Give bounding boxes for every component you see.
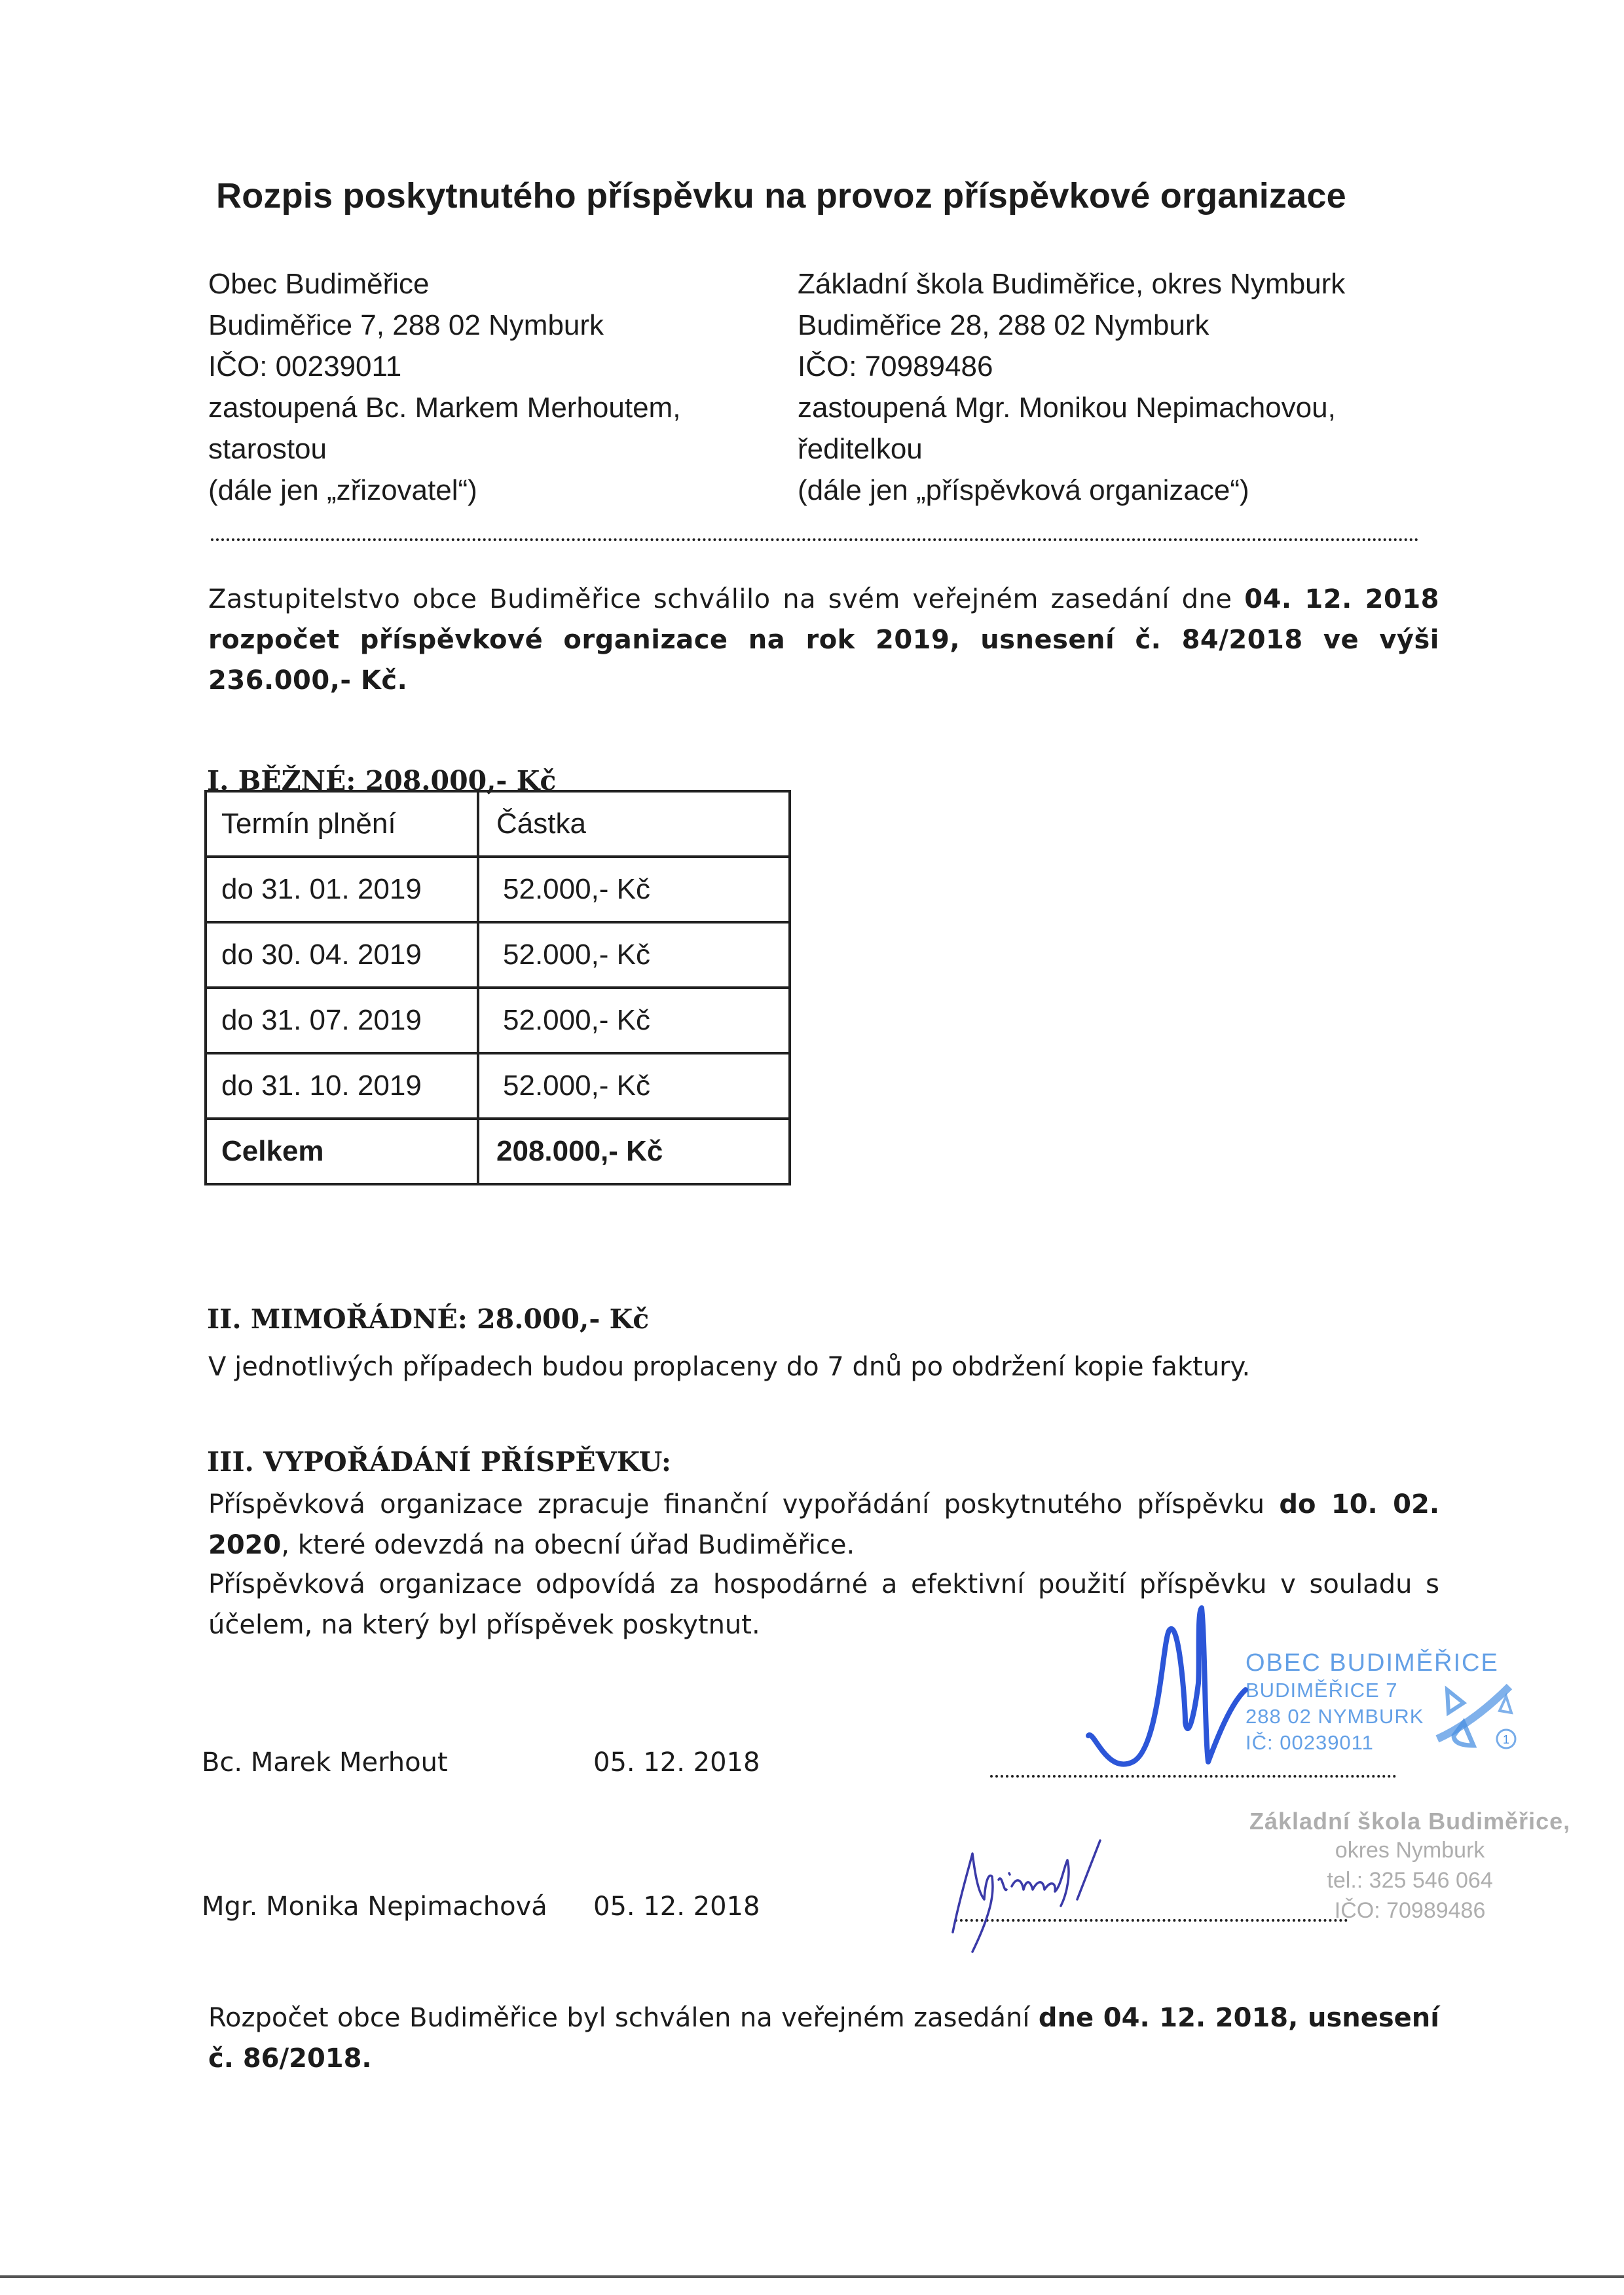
total-amount: 208.000,- Kč [478, 1119, 790, 1184]
signatory-2-name: Mgr. Monika Nepimachová [202, 1892, 547, 1922]
section-3-p1-text: Příspěvková organizace zpracuje finanční vypořádání poskytnutého příspěvku [208, 1489, 1280, 1520]
section-3-paragraph-1 [208, 1484, 1439, 1565]
dotted-separator [211, 538, 1419, 541]
founder-address: Budiměřice 7, 288 02 Nymburk [208, 309, 604, 341]
stamp-line: Základní škola Budiměřice, [1249, 1808, 1571, 1835]
municipality-emblem-icon [1434, 1683, 1539, 1762]
approval-paragraph [208, 579, 1439, 701]
organization-alias: (dále jen „příspěvková organizace“) [798, 474, 1249, 506]
stamp-line: tel.: 325 546 064 [1327, 1868, 1493, 1893]
row-term: do 30. 04. 2019 [206, 922, 478, 988]
table-row [206, 922, 790, 988]
stamp-line: 288 02 NYMBURK [1246, 1705, 1424, 1728]
scan-edge-line [0, 2275, 1624, 2278]
total-label: Celkem [206, 1119, 478, 1184]
founder-block [208, 263, 680, 511]
row-amount: 52.000,- Kč [478, 922, 790, 988]
table-total-row [206, 1119, 790, 1184]
document-title: Rozpis poskytnutého příspěvku na provoz příspěvkové organizace [216, 176, 1346, 215]
budget-approval-note [208, 1998, 1439, 2079]
row-amount: 52.000,- Kč [478, 988, 790, 1053]
header-amount: Částka [478, 791, 790, 857]
stamp-line: IČ: 00239011 [1246, 1731, 1374, 1754]
header-term: Termín plnění [206, 791, 478, 857]
organization-block [798, 263, 1345, 511]
organization-name: Základní škola Budiměřice, okres Nymburk [798, 268, 1346, 300]
section-2-text: V jednotlivých případech budou proplaceny do 7 dnů po obdržení kopie faktury. [208, 1352, 1251, 1382]
approval-text: Zastupitelstvo obce Budiměřice schválilo na svém veřejném zasedání dne [208, 584, 1245, 614]
row-amount: 52.000,- Kč [478, 857, 790, 922]
organization-ico: IČO: 70989486 [798, 350, 993, 382]
section-2-heading: II. MIMOŘÁDNÉ: 28.000,- Kč [207, 1303, 650, 1335]
section-3-paragraph-2: Příspěvková organizace odpovídá za hospodárné a efektivní použití příspěvku v souladu s účelem, na který byl příspěvek poskytnut. [208, 1569, 1439, 1640]
founder-ico: IČO: 00239011 [208, 350, 402, 382]
stamp-line: okres Nymburk [1335, 1838, 1485, 1863]
row-term: do 31. 10. 2019 [206, 1053, 478, 1119]
founder-alias: (dále jen „zřizovatel“) [208, 474, 477, 506]
stamp-line: OBEC BUDIMĚŘICE [1246, 1649, 1499, 1677]
signature-nepimachova [946, 1827, 1103, 1958]
row-term: do 31. 07. 2019 [206, 988, 478, 1053]
organization-representative: zastoupená Mgr. Monikou Nepimachovou, [798, 392, 1336, 424]
section-3-deadline: do 10. 02. 2020 [208, 1489, 1440, 1560]
table-row [206, 988, 790, 1053]
signatory-1-name: Bc. Marek Merhout [202, 1747, 448, 1778]
founder-role: starostou [208, 433, 327, 465]
school-stamp [1249, 1808, 1570, 1926]
signatory-1-date: 05. 12. 2018 [593, 1747, 760, 1778]
section-3-heading: III. VYPOŘÁDÁNÍ PŘÍSPĚVKU: [207, 1446, 672, 1478]
founder-representative: zastoupená Bc. Markem Merhoutem, [208, 392, 681, 424]
payment-schedule-table [204, 790, 791, 1185]
row-amount: 52.000,- Kč [478, 1053, 790, 1119]
founder-name: Obec Budiměřice [208, 268, 430, 300]
section-1-heading: I. BĚŽNÉ: 208.000,- Kč [207, 765, 557, 796]
signature-merhout [1087, 1605, 1257, 1762]
row-term: do 31. 01. 2019 [206, 857, 478, 922]
footer-bold: dne 04. 12. 2018, usnesení č. 86/2018. [208, 2003, 1439, 2074]
approval-bold: 04. 12. 2018 rozpočet příspěvkové organizace na rok 2019, usnesení č. 84/2018 ve výši 236.000,- Kč. [208, 584, 1439, 696]
signature-line-1 [990, 1775, 1396, 1778]
table-row [206, 1053, 790, 1119]
stamp-badge: 1 [1502, 1733, 1510, 1746]
organization-address: Budiměřice 28, 288 02 Nymburk [798, 309, 1209, 341]
table-header-row [206, 791, 790, 857]
stamp-line: BUDIMĚŘICE 7 [1246, 1679, 1398, 1702]
organization-role: ředitelkou [798, 433, 923, 465]
footer-text: Rozpočet obce Budiměřice byl schválen na veřejném zasedání [208, 2003, 1039, 2033]
stamp-line: IČO: 70989486 [1334, 1898, 1486, 1923]
section-3-p1-tail: , které odevzdá na obecní úřad Budiměřice. [281, 1530, 855, 1560]
signatory-2-date: 05. 12. 2018 [593, 1892, 760, 1922]
table-row [206, 857, 790, 922]
